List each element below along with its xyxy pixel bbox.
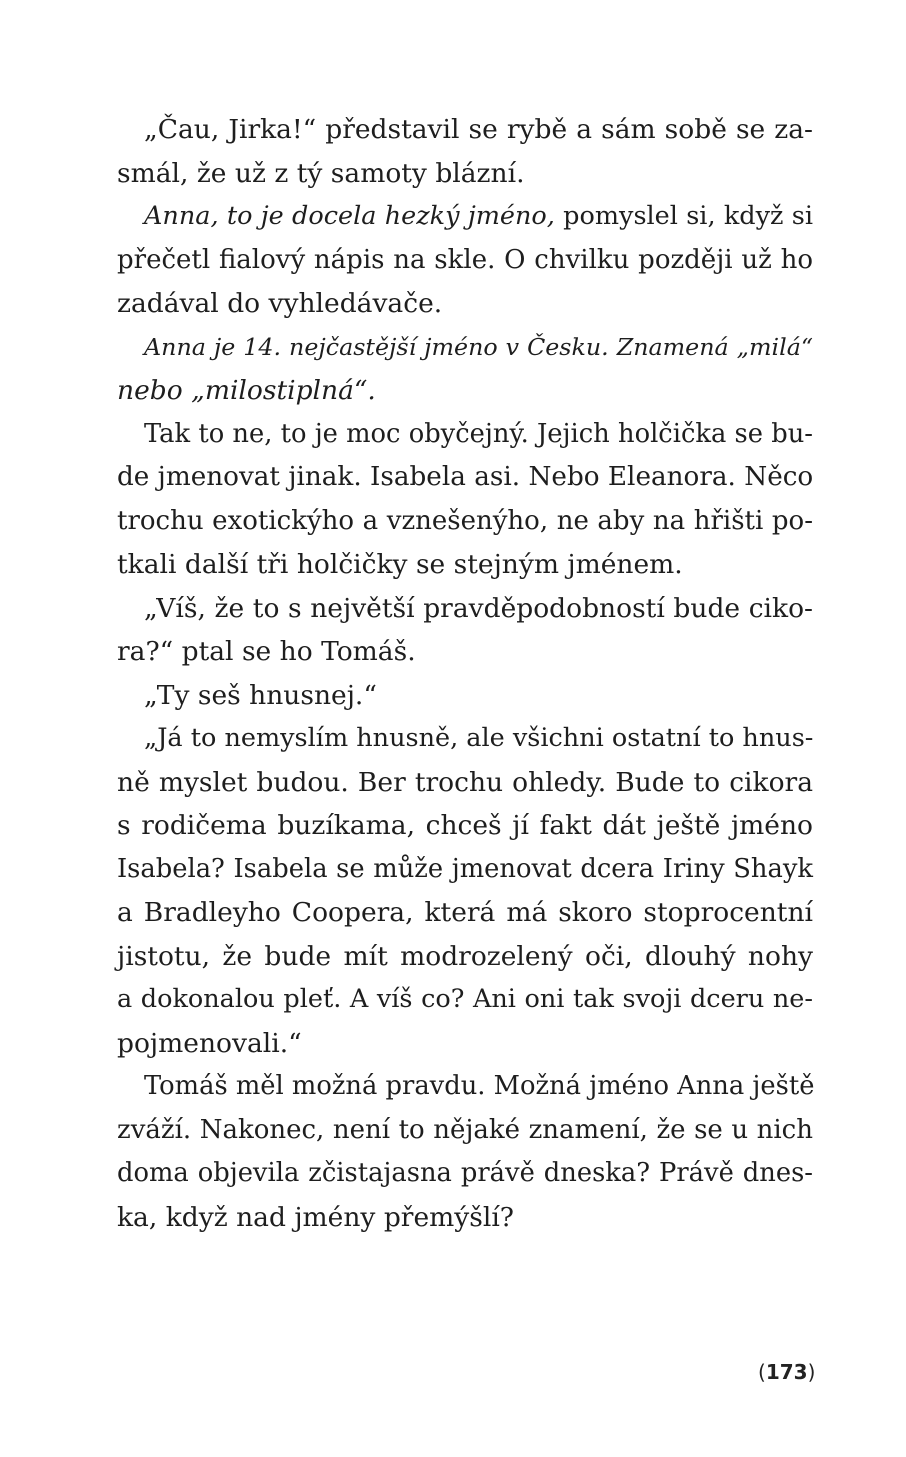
text-line: „Ty seš hnusnej.“ — [144, 679, 377, 711]
text-line: ka, když nad jmény přemýšlí? — [117, 1201, 514, 1233]
text-line: tkali další tři holčičky se stejným jménem. — [117, 549, 683, 580]
text-line — [117, 195, 813, 239]
text-line: přečetl fialový nápis na skle. O chvilku později už ho — [117, 244, 813, 275]
text-line: de jmenovat jinak. Isabela asi. Nebo Eleanora. Něco — [117, 462, 814, 492]
text-line: zváží. Nakonec, není to nějaké znamení, že se u nich — [117, 1114, 813, 1145]
text-line: a dokonalou pleť. A víš co? Ani oni tak svoji dceru ne- — [117, 984, 813, 1014]
body-text — [117, 108, 813, 1239]
text-line: Tak to ne, to je moc obyčejný. Jejich holčička se bu- — [144, 418, 813, 449]
page-number-value: 173 — [765, 1360, 808, 1384]
text-line-italic: nebo „milostiplná“. — [117, 375, 376, 406]
text-line: „Víš, že to s největší pravděpodobností bude ciko- — [144, 592, 813, 624]
text-line: „Čau, Jirka!“ představil se rybě a sám sobě se za- — [144, 114, 813, 145]
italic-thought: Anna, to je docela hezký jméno, — [144, 201, 555, 231]
text-line: zadával do vyhledávače. — [117, 288, 443, 319]
text-fragment: pomyslel si, když si — [554, 201, 813, 231]
text-line: doma objevila zčistajasna právě dneska? Právě dnes- — [117, 1158, 813, 1188]
text-line: smál, že už z tý samoty blázní. — [117, 157, 525, 189]
text-line: trochu exotickýho a vznešenýho, ne aby na hřišti po- — [117, 505, 813, 536]
page-number-paren-close: ) — [807, 1360, 816, 1384]
page-number-paren-open: ( — [758, 1360, 766, 1384]
text-line: s rodičema buzíkama, chceš jí fakt dát ještě jméno — [117, 810, 813, 841]
text-line: ně myslet budou. Ber trochu ohledy. Bude to cikora — [117, 766, 813, 798]
text-line: pojmenovali.“ — [117, 1027, 302, 1059]
page-number — [758, 1360, 815, 1384]
text-line: a Bradleyho Coopera, která má skoro stoprocentní — [117, 897, 813, 928]
text-line: jistotu, že bude mít modrozelený oči, dlouhý nohy — [117, 940, 813, 972]
text-line: ra?“ ptal se ho Tomáš. — [117, 636, 416, 667]
text-line: „Já to nemyslím hnusně, ale všichni ostatní to hnus- — [144, 723, 814, 753]
text-line: Isabela? Isabela se může jmenovat dcera Iriny Shayk — [117, 853, 813, 884]
text-line-italic: Anna je 14. nejčastější jméno v Česku. Znamená „milá“ — [144, 332, 813, 361]
text-line: Tomáš měl možná pravdu. Možná jméno Anna ještě — [144, 1071, 815, 1101]
